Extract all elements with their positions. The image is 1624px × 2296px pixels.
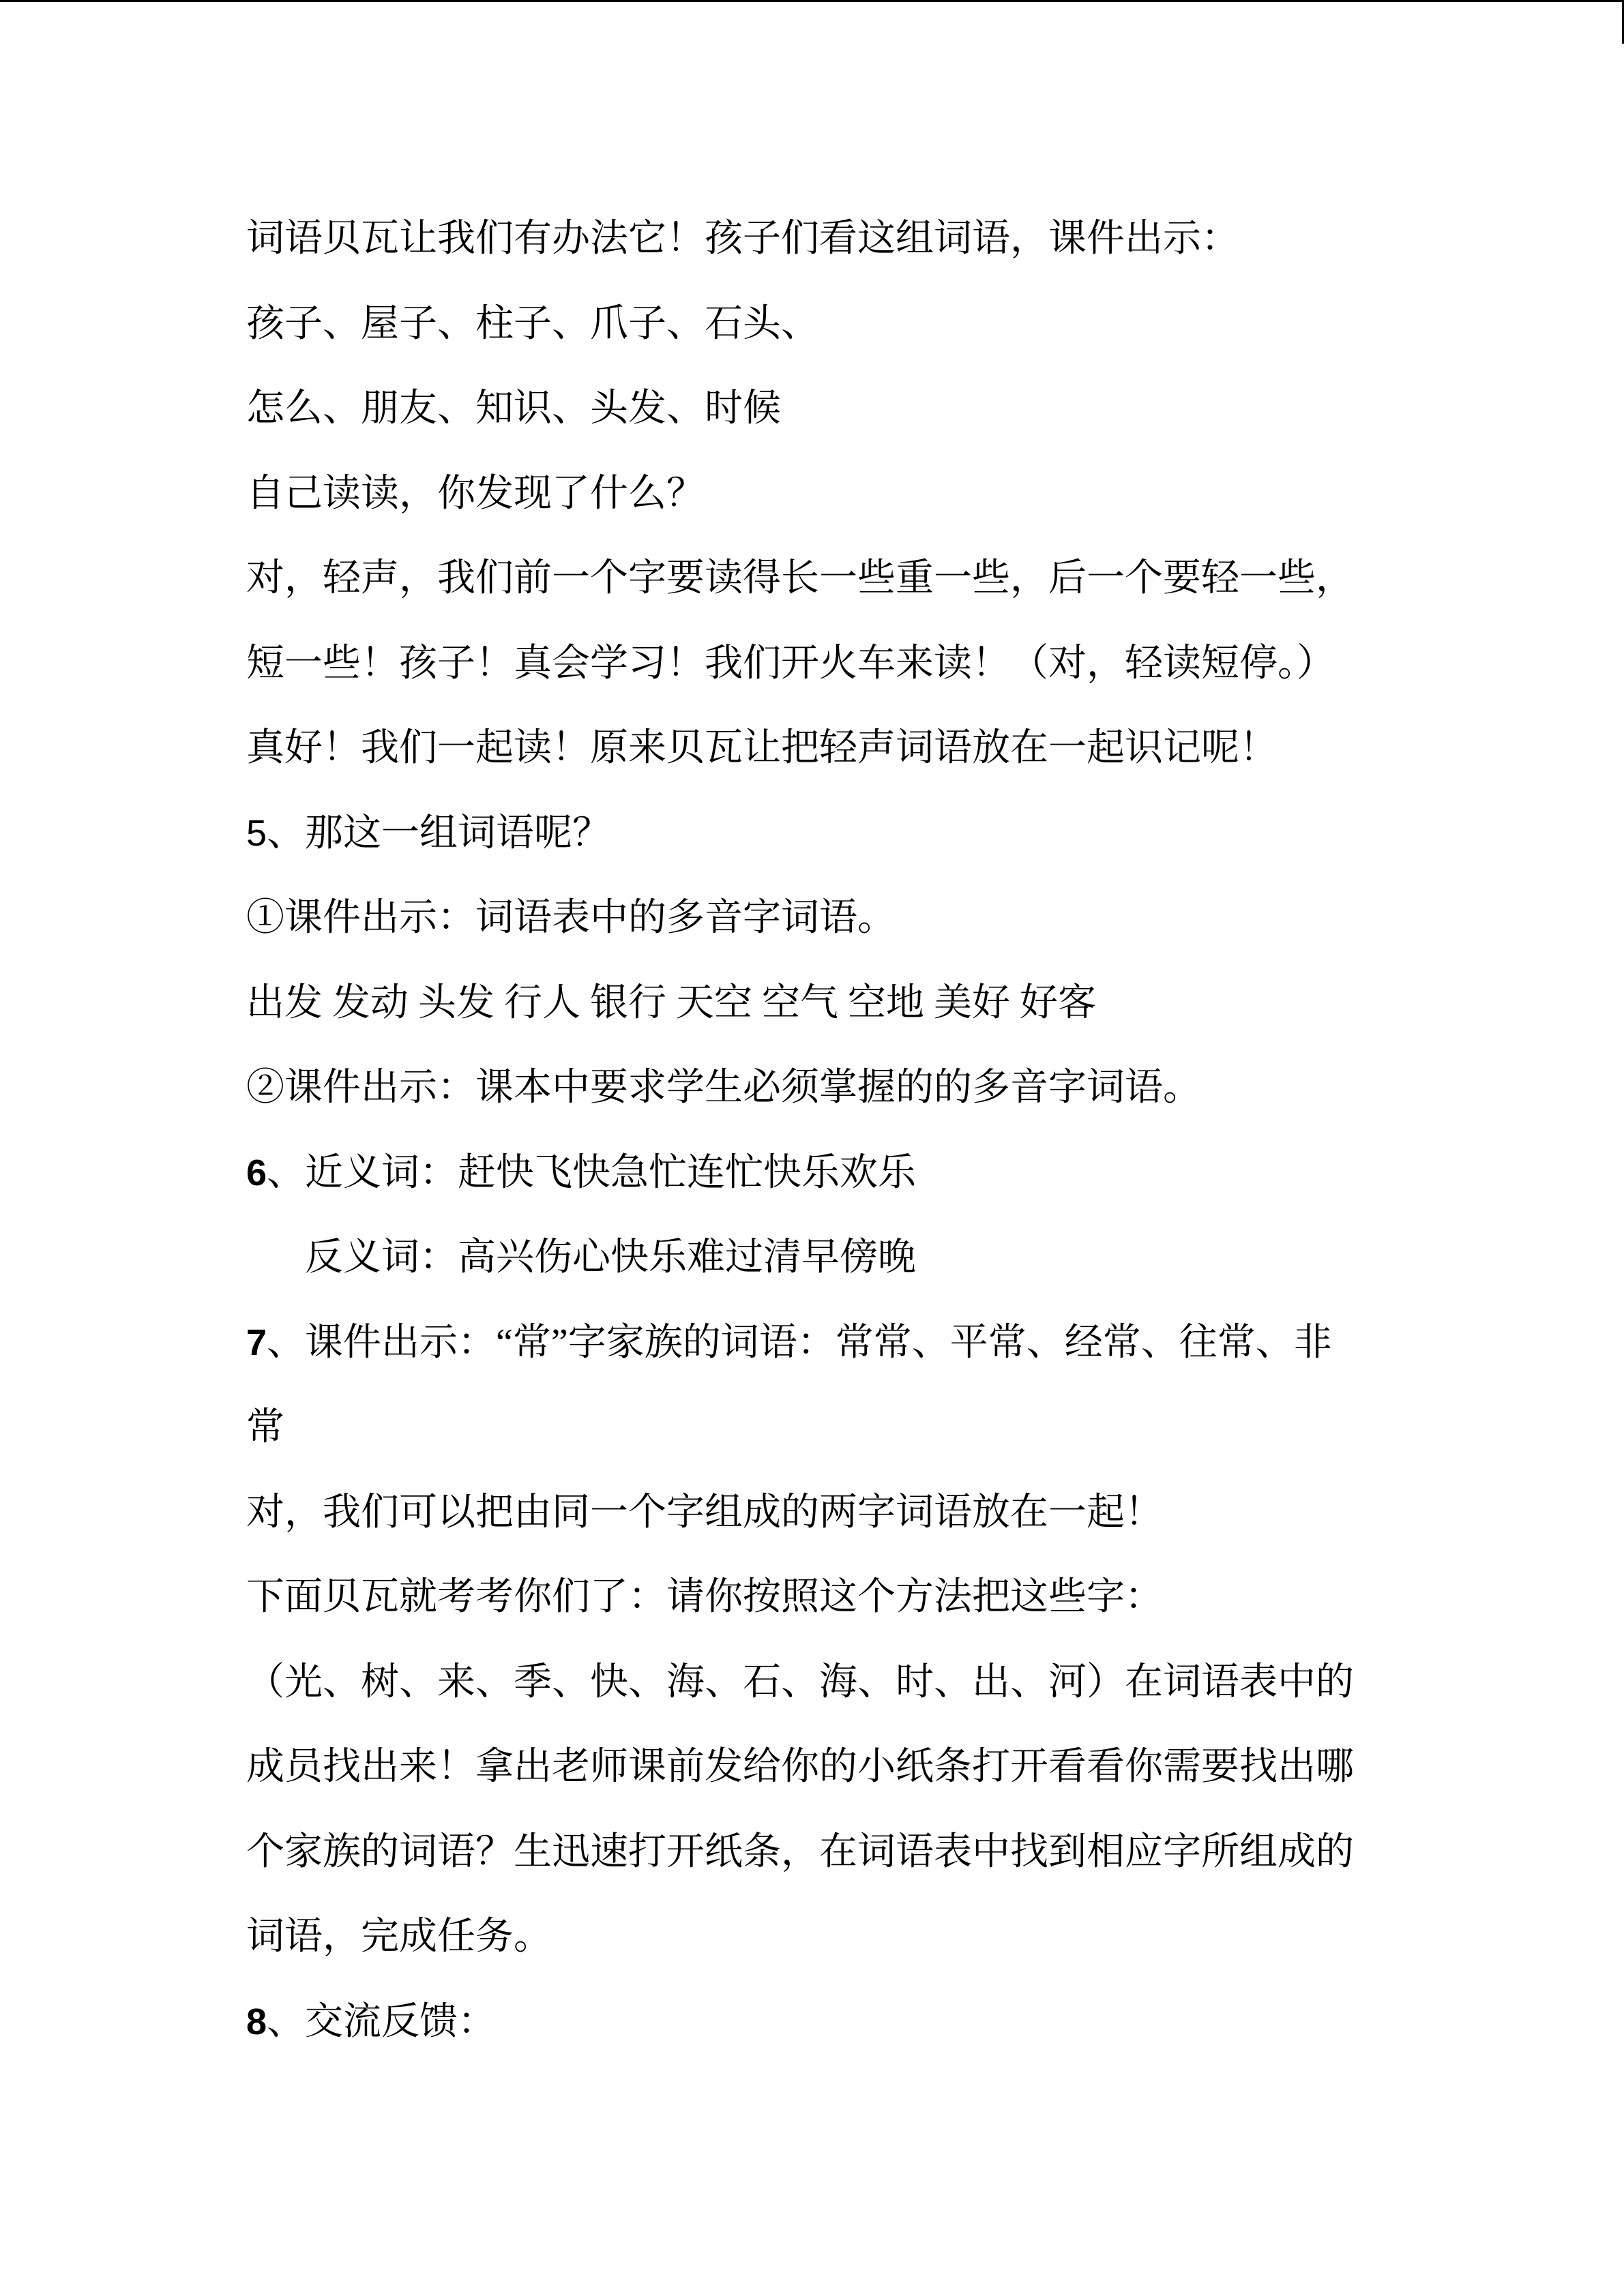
line-text: 自己读读，你发现了什么？ [246,472,705,515]
line-text: 出发 发动 头发 行人 银行 天空 空气 空地 美好 好客 [246,981,1096,1024]
line-text: 、课件出示：“常”字家族的词语：常常、平常、经常、往常、非 [267,1321,1332,1364]
text-line [246,621,1542,706]
line-text: 词语，完成任务。 [246,1915,552,1958]
section-number: 7 [246,1322,267,1363]
text-line [246,706,1542,791]
text-line [246,282,1542,367]
line-text: 、那这一组词语呢？ [267,811,611,854]
section-number: 6 [246,1152,267,1193]
line-text: 真好！我们一起读！原来贝瓦让把轻声词语放在一起识记呢！ [246,727,1278,769]
line-text: 对，轻声，我们前一个字要读得长一些重一些，后一个要轻一些， [246,557,1354,599]
section-heading-8 [246,1980,1542,2065]
line-text: 成员找出来！拿出老师课前发给你的小纸条打开看看你需要找出哪 [246,1746,1354,1788]
line-text: 怎么、朋友、知识、头发、时候 [246,387,781,430]
antonym-line [246,1215,1542,1300]
line-text: 词语贝瓦让我们有办法它！孩子们看这组词语，课件出示： [246,218,1239,260]
text-line [246,196,1542,282]
text-line [246,1045,1542,1131]
line-text: 反义词：高兴伤心快乐难过清早傍晚 [305,1236,916,1279]
line-text: 个家族的词语？生迅速打开纸条，在词语表中找到相应字所组成的 [246,1830,1354,1873]
line-text: 孩子、屋子、柱子、爪子、石头、 [246,302,819,345]
section-heading-6 [246,1131,1542,1216]
section-number: 8 [246,2001,267,2042]
document-body [246,196,1542,2064]
text-line [246,1555,1542,1640]
line-text: 常 [246,1406,284,1448]
section-number: 5 [246,812,267,854]
text-line [246,876,1542,961]
line-text: （光、树、来、季、快、海、石、海、时、出、河）在词语表中的 [246,1660,1354,1703]
text-line [246,366,1542,451]
text-line [246,536,1542,621]
text-line [246,1894,1542,1980]
line-text: 、交流反馈： [267,2000,497,2043]
text-line [246,1725,1542,1810]
line-text: ②课件出示：课本中要求学生必须掌握的的多音字词语。 [246,1067,1201,1109]
text-line [246,1810,1542,1895]
text-line [246,1640,1542,1725]
text-line [246,1385,1542,1470]
section-heading-5 [246,791,1542,876]
text-line [246,451,1542,537]
line-text: 对，我们可以把由同一个字组成的两字词语放在一起！ [246,1491,1163,1534]
text-line [246,1470,1542,1555]
line-text: 、近义词：赶快飞快急忙连忙快乐欢乐 [267,1151,917,1194]
section-heading-7 [246,1300,1542,1386]
word-list-line [246,961,1542,1046]
page-top-border [0,0,1624,2]
line-text: 下面贝瓦就考考你们了：请你按照这个方法把这些字： [246,1576,1163,1618]
line-text: 短一些！孩子！真会学习！我们开火车来读！（对，轻读短停。） [246,642,1335,685]
line-text: ①课件出示：词语表中的多音字词语。 [246,897,896,939]
